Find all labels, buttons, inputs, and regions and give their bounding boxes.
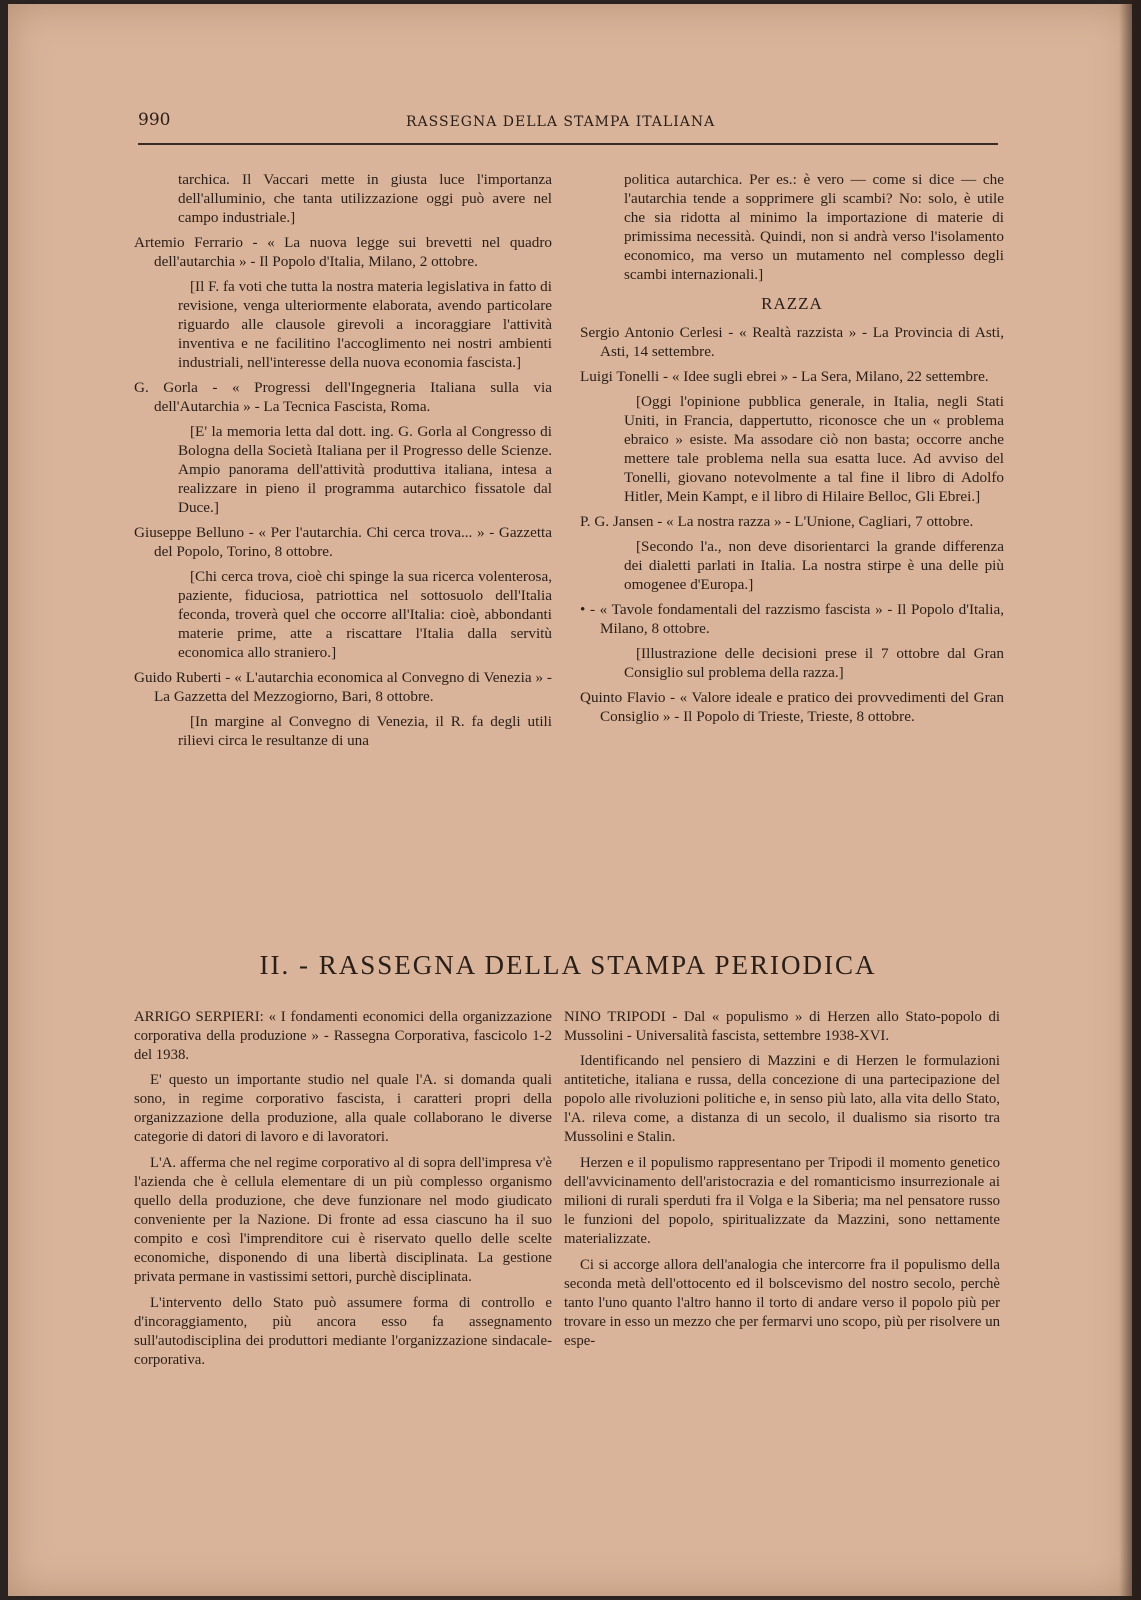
page-edge-shadow [1119, 0, 1141, 1600]
header-rule [138, 143, 998, 145]
entry-note: [In margine al Convegno di Venezia, il R. fa degli utili rilievi circa le resultanze di una [178, 713, 552, 749]
article-paragraph: E' questo un importante studio nel quale l'A. si domanda quali sono, in regime corporativo fascista, i caratteri propri della organizzazione della produzione, alla quale collaborano le diverse categorie di datori di lavoro e di lavoratori. [134, 1072, 552, 1145]
article-paragraph: Ci si accorge allora dell'analogia che intercorre fra il populismo della seconda metà dell'ottocento ed il bolscevismo del nostro secolo, perchè tanto l'uno quanto l'altro hanno il torto di andare verso il popolo più per trovare in esso un mezzo che per fermarvi uno scopo, più per risolvere un espe- [564, 1257, 1000, 1349]
citation-entry: Sergio Antonio Cerlesi - « Realtà razzista » - La Provincia di Asti, Asti, 14 settembre. [580, 324, 1004, 360]
article-paragraph: Identificando nel pensiero di Mazzini e di Herzen le formulazioni antitetiche, italiana e russa, della concezione di una partecipazione del popolo alle rivoluzioni politiche e, in senso più lato, alla vita dello Stato, l'A. rileva come, a distanza di un secolo, il dualismo sia risorto tra Mussolini e Stalin. [564, 1053, 1000, 1145]
article-citation: NINO TRIPODI - Dal « populismo » di Herzen allo Stato-popolo di Mussolini - Universalità fascista, settembre 1938-XVI. [564, 1009, 1000, 1044]
citation-entry: P. G. Jansen - « La nostra razza » - L'Unione, Cagliari, 7 ottobre. [580, 513, 974, 530]
upper-right-column [580, 170, 1004, 732]
lower-right-column [564, 1008, 1000, 1358]
citation-entry: G. Gorla - « Progressi dell'Ingegneria Italiana sulla via dell'Autarchia » - La Tecnica Fascista, Roma. [134, 379, 552, 415]
section-subhead-razza: RAZZA [761, 294, 823, 313]
article-paragraph: L'A. afferma che nel regime corporativo al di sopra dell'impresa v'è l'azienda che è cellula elementare di un più complesso organismo quello della produzione, che deve funzionare nel modo giudicato conveniente per la Nazione. Di fronte ad essa ciascuno ha il suo compito e così l'imprenditore cui è riservato quello delle scelte economiche, disponendo di una libertà disciplinata. La gestione privata permane in vastissimi settori, purchè disciplinata. [134, 1155, 552, 1285]
section-title: II. - RASSEGNA DELLA STAMPA PERIODICA [259, 950, 877, 980]
entry-note: [Chi cerca trova, cioè chi spinge la sua ricerca volenterosa, paziente, fiduciosa, patriottica nel sottosuolo dell'Italia feconda, troverà quel che occorre all'Italia: cioè, abbondanti materie prime, atte a riscattare l'Italia dalla servitù economica allo straniero.] [178, 568, 552, 661]
lower-left-column [134, 1008, 552, 1377]
article-paragraph: L'intervento dello Stato può assumere forma di controllo e d'incoraggiamento, più ancora esso fa assegnamento sull'autodisciplina dei produttori mediante l'organizzazione sindacale-corporativa. [134, 1295, 552, 1368]
upper-left-column [134, 170, 552, 756]
article-paragraph: Herzen e il populismo rappresentano per Tripodi il momento genetico dell'avvicinamento dell'aristocrazia e del romanticismo insurrezionale ai milioni di rurali sperduti fra il Volga e la Siberia; ma nel pensatore russo le funzioni del popolo, spiritualizzate da Mazzini, sono nettamente materializzate. [564, 1155, 1000, 1247]
citation-entry: • - « Tavole fondamentali del razzismo fascista » - Il Popolo d'Italia, Milano, 8 ottobre. [580, 601, 1004, 637]
citation-entry: Artemio Ferrario - « La nuova legge sui brevetti nel quadro dell'autarchia » - Il Popolo d'Italia, Milano, 2 ottobre. [134, 234, 552, 270]
entry-note: [E' la memoria letta dal dott. ing. G. Gorla al Congresso di Bologna della Società Italiana per il Progresso delle Scienze. Ampio panorama dell'attività produttiva italiana, intesa a realizzare in pieno il programma autarchico fissatole dal Duce.] [178, 423, 552, 516]
article-citation: ARRIGO SERPIERI: « I fondamenti economici della organizzazione corporativa della produzione » - Rassegna Corporativa, fascicolo 1-2 del 1938. [134, 1009, 552, 1063]
citation-entry: Giuseppe Belluno - « Per l'autarchia. Chi cerca trova... » - Gazzetta del Popolo, Torino, 8 ottobre. [134, 524, 552, 560]
entry-note: [Il F. fa voti che tutta la nostra materia legislativa in fatto di revisione, venga ulteriormente elaborata, avendo particolare riguardo alle clausole girevoli a incoraggiare l'attività inventiva e ne facilitino l'accoglimento nei nostri ambienti industriali, nell'interesse della nuova economia fascista.] [178, 278, 552, 371]
entry-note: [Secondo l'a., non deve disorientarci la grande differenza dei dialetti parlati in Italia. La nostra stirpe è una delle più omogenee d'Europa.] [624, 538, 1004, 593]
citation-entry: Quinto Flavio - « Valore ideale e pratico dei provvedimenti del Gran Consiglio » - Il Popolo di Trieste, Trieste, 8 ottobre. [580, 689, 1004, 725]
entry-note: [Illustrazione delle decisioni prese il 7 ottobre dal Gran Consiglio sul problema della razza.] [624, 645, 1004, 681]
page-number: 990 [138, 110, 171, 130]
lead-note: tarchica. Il Vaccari mette in giusta luce l'importanza dell'alluminio, che tanta utilizzazione oggi può avere nel campo industriale.] [178, 171, 552, 226]
running-title: RASSEGNA DELLA STAMPA ITALIANA [406, 114, 716, 130]
citation-entry: Luigi Tonelli - « Idee sugli ebrei » - La Sera, Milano, 22 settembre. [580, 368, 989, 385]
lead-note: politica autarchica. Per es.: è vero — come si dice — che l'autarchia tende a sopprimere gli scambi? No: solo, è utile che sia ridotta al minimo la importazione di materie di primissima necessità. Quindi, non si andrà verso l'isolamento economico, ma verso un mutamento nel complesso degli scambi internazionali.] [624, 171, 1004, 283]
entry-note: [Oggi l'opinione pubblica generale, in Italia, negli Stati Uniti, in Francia, dappertutto, riconosce che un « problema ebraico » esiste. Ma assodare ciò non basta; occorre anche mettere tale problema nella sua esatta luce. Ad avviso del Tonelli, giovano notevolmente a tal fine il libro di Adolfo Hitler, Mein Kampt, e il libro di Hilaire Belloc, Gli Ebrei.] [624, 393, 1004, 505]
citation-entry: Guido Ruberti - « L'autarchia economica al Convegno di Venezia » - La Gazzetta del Mezzogiorno, Bari, 8 ottobre. [134, 669, 552, 705]
